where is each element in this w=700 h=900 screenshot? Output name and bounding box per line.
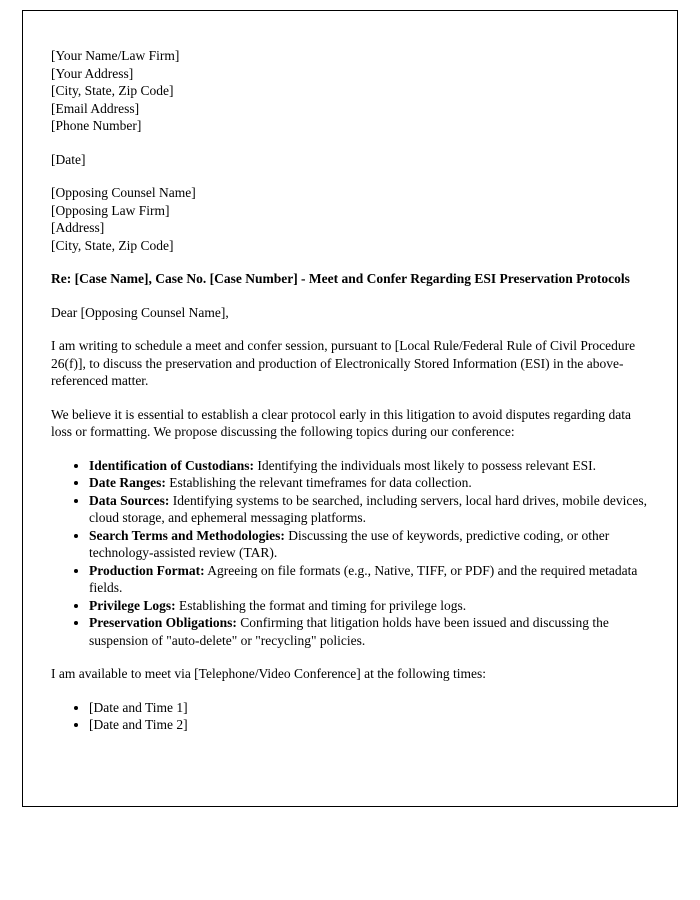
letter-document: [22, 10, 678, 807]
subject-line: Re: [Case Name], Case No. [Case Number] - Meet and Confer Regarding ESI Preservation Protocols: [51, 271, 630, 286]
topic-item: [89, 527, 649, 562]
availability-paragraph: I am available to meet via [Telephone/Video Conference] at the following times:: [51, 666, 486, 681]
topic-item: [89, 614, 649, 649]
sender-line: [Your Address]: [51, 65, 134, 81]
recipient-line: [Opposing Counsel Name]: [51, 185, 196, 200]
topic-item: [89, 474, 649, 492]
salutation: Dear [Opposing Counsel Name],: [51, 304, 229, 320]
sender-block: [51, 47, 649, 135]
sender-line: [Email Address]: [51, 100, 140, 116]
topic-label: Identification of Custodians:: [89, 457, 255, 473]
topic-text: Identifying systems to be searched, including servers, local hard drives, mobile devices, cloud storage, and ephemeral messaging platforms.: [89, 492, 647, 525]
paragraph-intro: I am writing to schedule a meet and confer session, pursuant to [Local Rule/Federal Rule of Civil Procedure 26(f)], to discuss the preservation and production of Electronically Stored Information (ESI) in the above-referenced matter.: [51, 338, 636, 388]
time-item: • [Date and Time 1]: [89, 699, 649, 717]
recipient-line: [City, State, Zip Code]: [51, 237, 174, 253]
topic-text: Agreeing on file formats (e.g., Native, TIFF, or PDF) and the required metadata fields.: [89, 562, 638, 595]
topic-text: Identifying the individuals most likely to possess relevant ESI.: [254, 457, 596, 473]
topic-label: Privilege Logs:: [89, 597, 176, 613]
sender-line: [City, State, Zip Code]: [51, 83, 174, 98]
topic-item: [89, 492, 649, 527]
topic-text: Discussing the use of keywords, predictive coding, or other technology-assisted review (TAR).: [89, 527, 610, 560]
topic-text: Confirming that litigation holds have been issued and discussing the suspension of "auto-delete" or "recycling" policies.: [89, 615, 609, 648]
topic-label: Data Sources:: [89, 492, 170, 508]
topic-label: Preservation Obligations:: [89, 615, 237, 630]
time-item: • [Date and Time 2]: [89, 716, 649, 734]
paragraph-protocol: We believe it is essential to establish a clear protocol early in this litigation to avoid disputes regarding data loss or formatting. We propose discussing the following topics during our conference:: [51, 406, 632, 439]
topic-label: Search Terms and Methodologies:: [89, 527, 285, 543]
topic-item: [89, 562, 649, 597]
topic-item: [89, 457, 649, 475]
recipient-line: [Opposing Law Firm]: [51, 202, 170, 218]
sender-line: [Phone Number]: [51, 118, 142, 133]
topics-list: [51, 457, 649, 650]
times-list: [51, 699, 649, 734]
recipient-line: [Address]: [51, 220, 105, 235]
topic-text: Establishing the format and timing for privilege logs.: [175, 597, 467, 613]
topic-text: Establishing the relevant timeframes for data collection.: [165, 475, 472, 490]
topic-label: Date Ranges:: [89, 475, 166, 490]
topic-label: Production Format:: [89, 562, 205, 578]
date-line: [Date]: [51, 151, 86, 167]
topic-item: [89, 597, 649, 615]
recipient-block: [51, 184, 649, 254]
sender-line: [Your Name/Law Firm]: [51, 48, 180, 63]
